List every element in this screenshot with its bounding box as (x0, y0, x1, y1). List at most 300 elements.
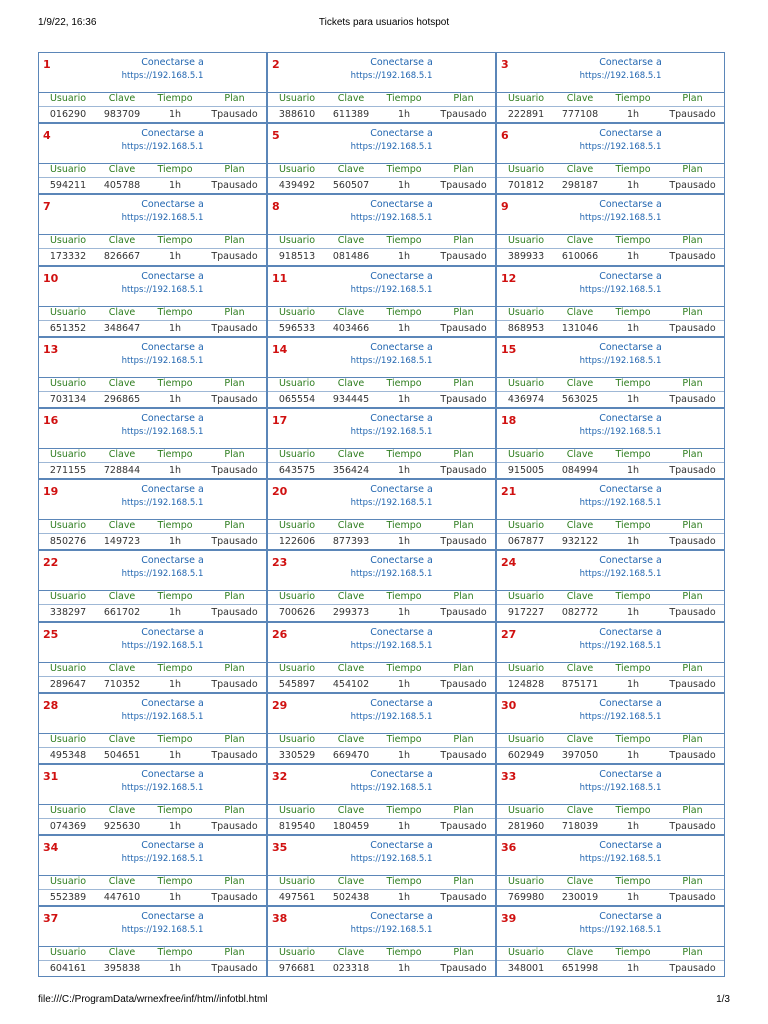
plan-value: Tpausado (440, 322, 487, 334)
plan-label: Plan (682, 164, 703, 176)
ticket-card (38, 906, 267, 977)
plan-value: Tpausado (669, 892, 716, 904)
usuario-value: 918513 (278, 251, 316, 263)
clave-value: 651998 (561, 963, 599, 975)
usuario-value: 594211 (49, 180, 87, 192)
clave-value: 563025 (561, 393, 599, 405)
ticket-number: 10 (43, 271, 59, 285)
ticket-header (268, 551, 495, 591)
ticket-header (268, 694, 495, 734)
ticket-card (38, 764, 267, 835)
clave-value: 403466 (332, 322, 370, 334)
usuario-value: 819540 (278, 820, 316, 832)
tiempo-label: Tiempo (615, 876, 651, 888)
ticket-card (496, 835, 725, 906)
ticket-value-row (268, 249, 495, 264)
usuario-value: 289647 (49, 678, 87, 690)
ticket-header (497, 267, 724, 307)
ticket-header (268, 124, 495, 164)
ticket-label-row (39, 305, 266, 321)
usuario-value: 439492 (278, 180, 316, 192)
ticket-card (38, 408, 267, 479)
tiempo-label: Tiempo (615, 591, 651, 603)
usuario-value: 976681 (278, 963, 316, 975)
connect-label: Conectarse a (599, 840, 662, 852)
plan-label: Plan (224, 520, 245, 532)
ticket-header (39, 267, 266, 307)
ticket-card (496, 764, 725, 835)
ticket-value-row (39, 178, 266, 193)
file-url: file:///C:/ProgramData/wrnexfree/inf/htm//infotbl.html (38, 994, 268, 1005)
ticket-value-row (39, 321, 266, 336)
ticket-number: 32 (272, 769, 288, 783)
ticket-number: 33 (501, 769, 517, 783)
ticket-label-row (497, 874, 724, 890)
tiempo-label: Tiempo (615, 804, 651, 816)
usuario-label: Usuario (49, 804, 87, 816)
clave-label: Clave (108, 876, 136, 888)
clave-label: Clave (108, 377, 136, 389)
clave-label: Clave (337, 733, 365, 745)
clave-label: Clave (108, 520, 136, 532)
clave-value: 560507 (332, 180, 370, 192)
usuario-value: 868953 (507, 322, 545, 334)
clave-value: 504651 (103, 749, 141, 761)
usuario-value: 124828 (507, 678, 545, 690)
tiempo-value: 1h (397, 678, 411, 690)
ticket-number: 21 (501, 485, 517, 499)
clave-value: 454102 (332, 678, 370, 690)
clave-value: 826667 (103, 251, 141, 263)
plan-label: Plan (682, 448, 703, 460)
plan-value: Tpausado (669, 607, 716, 619)
plan-label: Plan (682, 235, 703, 247)
ticket-number: 12 (501, 271, 517, 285)
tiempo-label: Tiempo (386, 733, 422, 745)
connect-url: https://192.168.5.1 (579, 498, 662, 509)
ticket-label-row (268, 732, 495, 748)
plan-label: Plan (224, 93, 245, 104)
ticket-header (39, 623, 266, 663)
tiempo-label: Tiempo (157, 876, 193, 888)
usuario-value: 338297 (49, 607, 87, 619)
ticket-header (268, 907, 495, 947)
plan-value: Tpausado (211, 109, 258, 120)
tiempo-label: Tiempo (615, 662, 651, 674)
usuario-label: Usuario (507, 235, 545, 247)
connect-label: Conectarse a (141, 57, 204, 68)
ticket-value-row (39, 392, 266, 407)
connect-label: Conectarse a (599, 484, 662, 496)
usuario-label: Usuario (507, 947, 545, 959)
connect-url: https://192.168.5.1 (350, 498, 433, 509)
ticket-label-row (497, 945, 724, 961)
tiempo-label: Tiempo (615, 733, 651, 745)
plan-value: Tpausado (440, 607, 487, 619)
ticket-card (496, 408, 725, 479)
ticket-label-row (497, 732, 724, 748)
plan-label: Plan (224, 448, 245, 460)
ticket-value-row (497, 463, 724, 478)
ticket-number: 36 (501, 841, 517, 855)
plan-label: Plan (453, 876, 474, 888)
tiempo-label: Tiempo (157, 377, 193, 389)
connect-url: https://192.168.5.1 (579, 925, 662, 936)
usuario-label: Usuario (507, 662, 545, 674)
ticket-label-row (497, 376, 724, 392)
ticket-value-row (497, 890, 724, 905)
ticket-number: 23 (272, 556, 288, 570)
usuario-value: 497561 (278, 892, 316, 904)
ticket-number: 20 (272, 485, 288, 499)
usuario-value: 643575 (278, 464, 316, 476)
ticket-number: 37 (43, 912, 59, 926)
ticket-label-row (268, 661, 495, 677)
usuario-label: Usuario (507, 306, 545, 318)
clave-value: 661702 (103, 607, 141, 619)
usuario-label: Usuario (278, 662, 316, 674)
ticket-header (497, 124, 724, 164)
tiempo-label: Tiempo (386, 377, 422, 389)
usuario-label: Usuario (507, 93, 545, 104)
ticket-number: 31 (43, 769, 59, 783)
plan-label: Plan (224, 306, 245, 318)
ticket-number: 3 (501, 58, 509, 71)
plan-label: Plan (453, 804, 474, 816)
ticket-value-row (497, 107, 724, 122)
tiempo-label: Tiempo (157, 306, 193, 318)
tiempo-value: 1h (168, 963, 182, 975)
plan-label: Plan (453, 377, 474, 389)
print-footer (38, 994, 730, 1010)
ticket-value-row (39, 463, 266, 478)
connect-url: https://192.168.5.1 (579, 640, 662, 651)
tiempo-value: 1h (397, 322, 411, 334)
ticket-value-row (268, 392, 495, 407)
clave-label: Clave (566, 93, 594, 104)
clave-label: Clave (337, 164, 365, 176)
ticket-card (38, 693, 267, 764)
ticket-value-row (268, 321, 495, 336)
connect-url: https://192.168.5.1 (350, 71, 433, 81)
ticket-label-row (39, 874, 266, 890)
connect-url: https://192.168.5.1 (579, 284, 662, 295)
plan-value: Tpausado (211, 892, 258, 904)
ticket-card (267, 479, 496, 550)
ticket-label-row (39, 233, 266, 249)
ticket-label-row (497, 803, 724, 819)
clave-value: 983709 (103, 109, 141, 120)
clave-value: 230019 (561, 892, 599, 904)
connect-url: https://192.168.5.1 (121, 854, 204, 865)
ticket-card (38, 550, 267, 621)
ticket-header (497, 480, 724, 520)
ticket-value-row (497, 392, 724, 407)
plan-label: Plan (224, 377, 245, 389)
clave-value: 934445 (332, 393, 370, 405)
connect-label: Conectarse a (599, 270, 662, 282)
ticket-label-row (497, 162, 724, 178)
tiempo-label: Tiempo (157, 235, 193, 247)
plan-value: Tpausado (669, 180, 716, 192)
ticket-header (497, 338, 724, 378)
plan-value: Tpausado (211, 678, 258, 690)
usuario-value: 281960 (507, 820, 545, 832)
ticket-label-row (268, 233, 495, 249)
ticket-number: 5 (272, 129, 280, 143)
clave-label: Clave (337, 591, 365, 603)
clave-label: Clave (337, 306, 365, 318)
usuario-value: 436974 (507, 393, 545, 405)
connect-label: Conectarse a (370, 626, 433, 638)
plan-value: Tpausado (440, 393, 487, 405)
plan-label: Plan (453, 93, 474, 104)
ticket-value-row (497, 819, 724, 834)
connect-url: https://192.168.5.1 (579, 142, 662, 153)
plan-value: Tpausado (669, 464, 716, 476)
connect-url: https://192.168.5.1 (579, 711, 662, 722)
ticket-header (39, 338, 266, 378)
connect-label: Conectarse a (370, 270, 433, 282)
clave-label: Clave (566, 804, 594, 816)
ticket-number: 8 (272, 200, 280, 214)
plan-label: Plan (453, 164, 474, 176)
ticket-card (496, 622, 725, 693)
tiempo-label: Tiempo (157, 164, 193, 176)
usuario-label: Usuario (507, 520, 545, 532)
clave-value: 023318 (332, 963, 370, 975)
ticket-card (38, 337, 267, 408)
clave-label: Clave (566, 591, 594, 603)
page-title: Tickets para usuarios hotspot (318, 17, 450, 28)
connect-url: https://192.168.5.1 (121, 498, 204, 509)
plan-label: Plan (224, 662, 245, 674)
ticket-header (39, 53, 266, 93)
connect-label: Conectarse a (370, 697, 433, 709)
tiempo-label: Tiempo (615, 377, 651, 389)
ticket-value-row (497, 321, 724, 336)
plan-value: Tpausado (211, 963, 258, 975)
connect-label: Conectarse a (141, 768, 204, 780)
tiempo-value: 1h (626, 180, 640, 192)
usuario-value: 850276 (49, 536, 87, 548)
ticket-header (268, 480, 495, 520)
usuario-label: Usuario (278, 733, 316, 745)
clave-label: Clave (566, 377, 594, 389)
ticket-header (39, 124, 266, 164)
ticket-header (268, 267, 495, 307)
ticket-card (267, 906, 496, 977)
usuario-label: Usuario (49, 306, 87, 318)
plan-value: Tpausado (211, 393, 258, 405)
usuario-value: 596533 (278, 322, 316, 334)
ticket-number: 13 (43, 342, 59, 356)
connect-label: Conectarse a (370, 341, 433, 353)
clave-value: 299373 (332, 607, 370, 619)
usuario-value: 915005 (507, 464, 545, 476)
clave-label: Clave (337, 662, 365, 674)
ticket-value-row (497, 677, 724, 692)
connect-label: Conectarse a (141, 484, 204, 496)
ticket-card (38, 194, 267, 265)
plan-value: Tpausado (440, 820, 487, 832)
tiempo-value: 1h (168, 892, 182, 904)
ticket-label-row (39, 589, 266, 605)
ticket-value-row (268, 890, 495, 905)
tiempo-label: Tiempo (386, 164, 422, 176)
ticket-number: 34 (43, 841, 59, 855)
ticket-label-row (39, 518, 266, 534)
tiempo-value: 1h (626, 536, 640, 548)
ticket-header (39, 480, 266, 520)
tiempo-value: 1h (397, 109, 411, 120)
ticket-value-row (268, 677, 495, 692)
tiempo-label: Tiempo (386, 591, 422, 603)
tiempo-label: Tiempo (615, 235, 651, 247)
plan-value: Tpausado (669, 109, 716, 120)
connect-url: https://192.168.5.1 (579, 426, 662, 437)
clave-label: Clave (566, 733, 594, 745)
usuario-value: 917227 (507, 607, 545, 619)
ticket-label-row (268, 162, 495, 178)
tiempo-label: Tiempo (386, 520, 422, 532)
tiempo-value: 1h (397, 892, 411, 904)
ticket-number: 39 (501, 912, 517, 926)
connect-url: https://192.168.5.1 (121, 355, 204, 366)
tiempo-label: Tiempo (615, 93, 651, 104)
ticket-card (38, 123, 267, 194)
connect-url: https://192.168.5.1 (121, 71, 204, 81)
ticket-value-row (39, 748, 266, 763)
ticket-number: 25 (43, 627, 59, 641)
plan-value: Tpausado (211, 536, 258, 548)
usuario-label: Usuario (278, 448, 316, 460)
clave-label: Clave (108, 448, 136, 460)
clave-value: 502438 (332, 892, 370, 904)
tiempo-value: 1h (397, 536, 411, 548)
ticket-card (267, 835, 496, 906)
connect-label: Conectarse a (370, 911, 433, 923)
usuario-value: 388610 (278, 109, 316, 120)
ticket-card (267, 622, 496, 693)
ticket-number: 6 (501, 129, 509, 143)
usuario-label: Usuario (49, 164, 87, 176)
ticket-card (267, 194, 496, 265)
plan-value: Tpausado (211, 749, 258, 761)
clave-label: Clave (337, 520, 365, 532)
clave-label: Clave (108, 164, 136, 176)
ticket-number: 28 (43, 698, 59, 712)
ticket-card (496, 123, 725, 194)
connect-url: https://192.168.5.1 (121, 213, 204, 224)
usuario-label: Usuario (507, 733, 545, 745)
clave-value: 877393 (332, 536, 370, 548)
ticket-label-row (39, 376, 266, 392)
clave-label: Clave (108, 235, 136, 247)
usuario-label: Usuario (507, 591, 545, 603)
plan-label: Plan (682, 93, 703, 104)
usuario-value: 173332 (49, 251, 87, 263)
usuario-label: Usuario (49, 235, 87, 247)
ticket-card (496, 266, 725, 337)
usuario-label: Usuario (49, 733, 87, 745)
ticket-value-row (268, 748, 495, 763)
clave-label: Clave (108, 591, 136, 603)
ticket-header (497, 195, 724, 235)
tiempo-value: 1h (626, 963, 640, 975)
usuario-label: Usuario (278, 520, 316, 532)
ticket-label-row (268, 518, 495, 534)
ticket-label-row (497, 589, 724, 605)
clave-label: Clave (108, 662, 136, 674)
ticket-header (268, 836, 495, 876)
ticket-header (39, 907, 266, 947)
usuario-value: 701812 (507, 180, 545, 192)
clave-value: 180459 (332, 820, 370, 832)
plan-label: Plan (224, 804, 245, 816)
plan-label: Plan (224, 876, 245, 888)
clave-label: Clave (566, 876, 594, 888)
plan-label: Plan (682, 591, 703, 603)
connect-label: Conectarse a (599, 768, 662, 780)
usuario-label: Usuario (507, 804, 545, 816)
ticket-header (39, 765, 266, 805)
plan-label: Plan (453, 947, 474, 959)
clave-label: Clave (337, 235, 365, 247)
connect-url: https://192.168.5.1 (350, 284, 433, 295)
usuario-label: Usuario (278, 235, 316, 247)
ticket-header (268, 409, 495, 449)
ticket-value-row (39, 107, 266, 122)
usuario-value: 700626 (278, 607, 316, 619)
tiempo-value: 1h (168, 678, 182, 690)
ticket-number: 35 (272, 841, 288, 855)
tiempo-label: Tiempo (386, 93, 422, 104)
tiempo-label: Tiempo (386, 448, 422, 460)
ticket-header (497, 836, 724, 876)
ticket-number: 4 (43, 129, 51, 143)
ticket-number: 30 (501, 698, 517, 712)
clave-label: Clave (337, 947, 365, 959)
clave-label: Clave (337, 448, 365, 460)
connect-label: Conectarse a (599, 555, 662, 567)
ticket-number: 15 (501, 342, 517, 356)
ticket-value-row (39, 819, 266, 834)
usuario-value: 348001 (507, 963, 545, 975)
tiempo-value: 1h (626, 607, 640, 619)
clave-value: 348647 (103, 322, 141, 334)
ticket-label-row (497, 91, 724, 107)
plan-value: Tpausado (669, 393, 716, 405)
ticket-header (497, 765, 724, 805)
plan-label: Plan (224, 733, 245, 745)
clave-value: 296865 (103, 393, 141, 405)
clave-label: Clave (337, 804, 365, 816)
usuario-label: Usuario (49, 520, 87, 532)
usuario-value: 651352 (49, 322, 87, 334)
tiempo-value: 1h (626, 393, 640, 405)
ticket-value-row (39, 890, 266, 905)
plan-label: Plan (682, 662, 703, 674)
connect-label: Conectarse a (599, 412, 662, 424)
connect-label: Conectarse a (599, 911, 662, 923)
usuario-value: 769980 (507, 892, 545, 904)
ticket-header (268, 338, 495, 378)
usuario-label: Usuario (278, 377, 316, 389)
connect-label: Conectarse a (599, 626, 662, 638)
tiempo-label: Tiempo (386, 306, 422, 318)
ticket-value-row (497, 178, 724, 193)
